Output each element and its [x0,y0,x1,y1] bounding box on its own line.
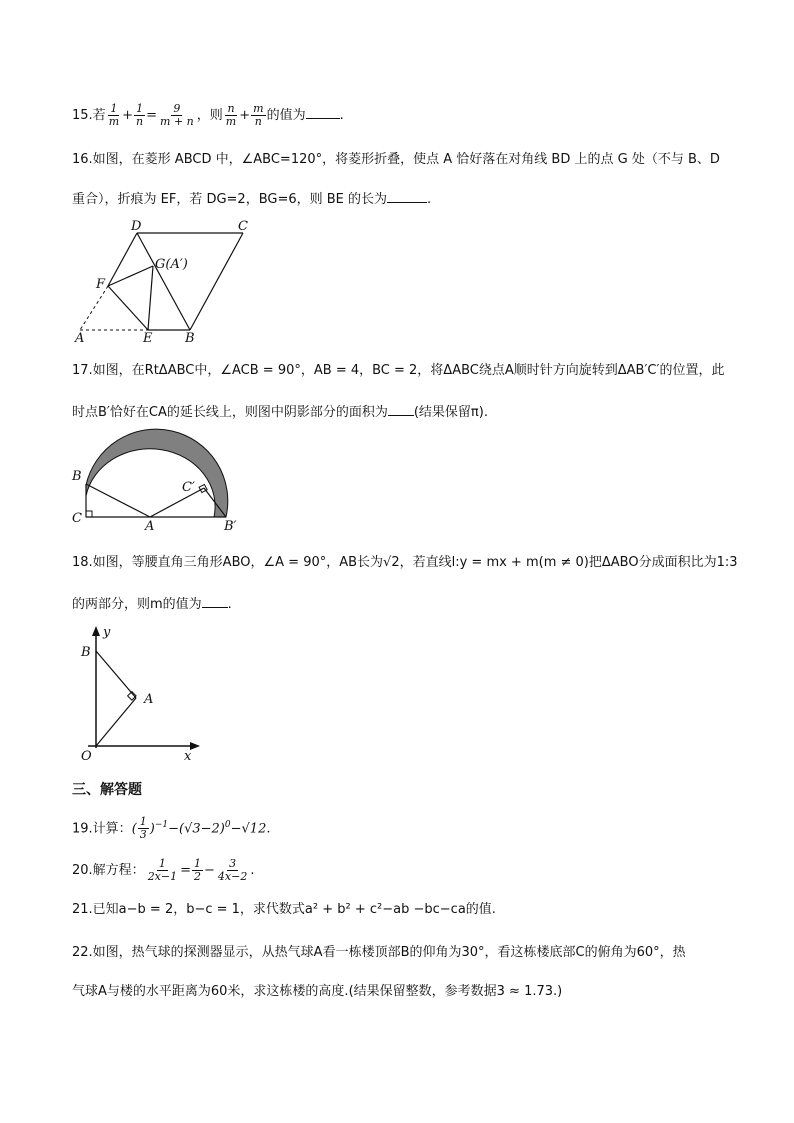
answer-blank [388,403,414,416]
segment-fg [108,266,153,286]
q21-line: 21.已知a−b = 2，b−c = 1，求代数式a² + b² + c²−ab −bc−ca的值. [72,902,496,917]
label-b: B [72,469,82,484]
label-e: E [143,331,153,346]
q18-line-2: 的两部分，则m的值为 . [72,597,232,612]
q20-line: 20.解方程： $\frac{1}{2x-1}$ = $\frac{1}{2}$ − $\frac{3}{4x-2}$ . [72,857,255,883]
label-a: A [75,331,85,346]
q18-line-1: 18.如图，等腰直角三角形ABO，∠A = 90°，AB长为√2，若直线l:y = mx + m(m ≠ 0)把ΔABO分成面积比为1:3 [72,555,738,570]
q18-coordinate-figure [72,622,212,772]
q15-frac-2: $\frac{1}{n}$ [136,102,144,128]
q19-line: 19.计算：( $\frac{1}{3}$ )$^{-1}-(√3-2)^0-√12$. [72,815,271,842]
answer-blank [306,106,340,119]
q15-frac-3: $\frac{9}{m + n}$ [160,102,194,128]
crease-fe [108,286,148,330]
answer-blank [202,595,228,608]
x-axis-arrow [190,742,200,750]
label-b: B [81,645,91,660]
right-angle-c [86,511,92,517]
segment-ao [96,698,136,746]
q20-frac-1: $\frac{1}{2x-1}$ [147,857,178,883]
label-y: y [103,625,111,640]
q17-rotation-figure [68,418,258,538]
label-c: C [72,511,82,526]
side-cb [190,233,243,330]
q16-line-1: 16.如图，在菱形 ABCD 中，∠ABC=120°，将菱形折叠，使点 A 恰好落在对角线 BD 上的点 G 处（不与 B、D [72,152,720,167]
q17-line-2: 时点B′恰好在CA的延长线上，则图中阴影部分的面积为 (结果保留π). [72,405,488,420]
segment-ba [96,651,136,698]
q22-line-2: 气球A与楼的水平距离为60米，求这栋楼的高度.(结果保留整数，参考数据3 ≈ 1.73.) [72,984,563,999]
label-b: B [185,331,195,346]
q16-rhombus-figure [70,218,260,348]
side-de-f [108,233,137,286]
q17-line-1: 17.如图，在RtΔABC中，∠ACB = 90°，AB = 4，BC = 2，将ΔABC绕点A顺时针方向旋转到ΔAB′C′的位置，此 [72,363,725,378]
q15-line: 15.若 $\frac{1}{m}$ + $\frac{1}{n}$ = $\frac{9}{m + n}$ ，则 $\frac{n}{m}$ + $\frac{m}{n}$ 的值为 . [72,102,344,128]
diagonal-bd [137,233,190,330]
y-axis-arrow [92,626,100,636]
label-g: G(A′) [155,257,188,272]
segment-acp [150,488,204,517]
label-a: A [145,519,155,534]
label-cp: C′ [182,480,195,495]
section-title: 三、解答题 [72,782,142,798]
label-o: O [81,749,92,764]
segment-ab [86,484,150,517]
segment-ge [148,266,153,330]
answer-blank [387,190,427,203]
shaded-region [86,429,228,517]
q22-line-1: 22.如图，热气球的探测器显示，从热气球A看一栋楼顶部B的仰角为30°，看这栋楼底部C的俯角为60°，热 [72,945,686,960]
q20-frac-3: $\frac{3}{4x-2}$ [217,857,248,883]
q19-frac: $\frac{1}{3}$ [139,815,147,842]
label-a: A [144,692,154,707]
q20-frac-2: $\frac{1}{2}$ [194,857,202,883]
label-x: x [184,749,192,764]
dashed-fa [80,286,108,330]
label-d: D [131,219,142,234]
q15-number: 15.若 [72,108,106,123]
label-f: F [96,277,106,292]
label-c: C [238,219,248,234]
q15-frac-4: $\frac{n}{m}$ [225,102,237,128]
q15-frac-1: $\frac{1}{m}$ [108,102,120,128]
q15-frac-5: $\frac{m}{n}$ [253,102,264,128]
label-bp: B′ [224,519,237,534]
q16-line-2: 重合），折痕为 EF，若 DG=2，BG=6，则 BE 的长为 . [72,192,432,207]
